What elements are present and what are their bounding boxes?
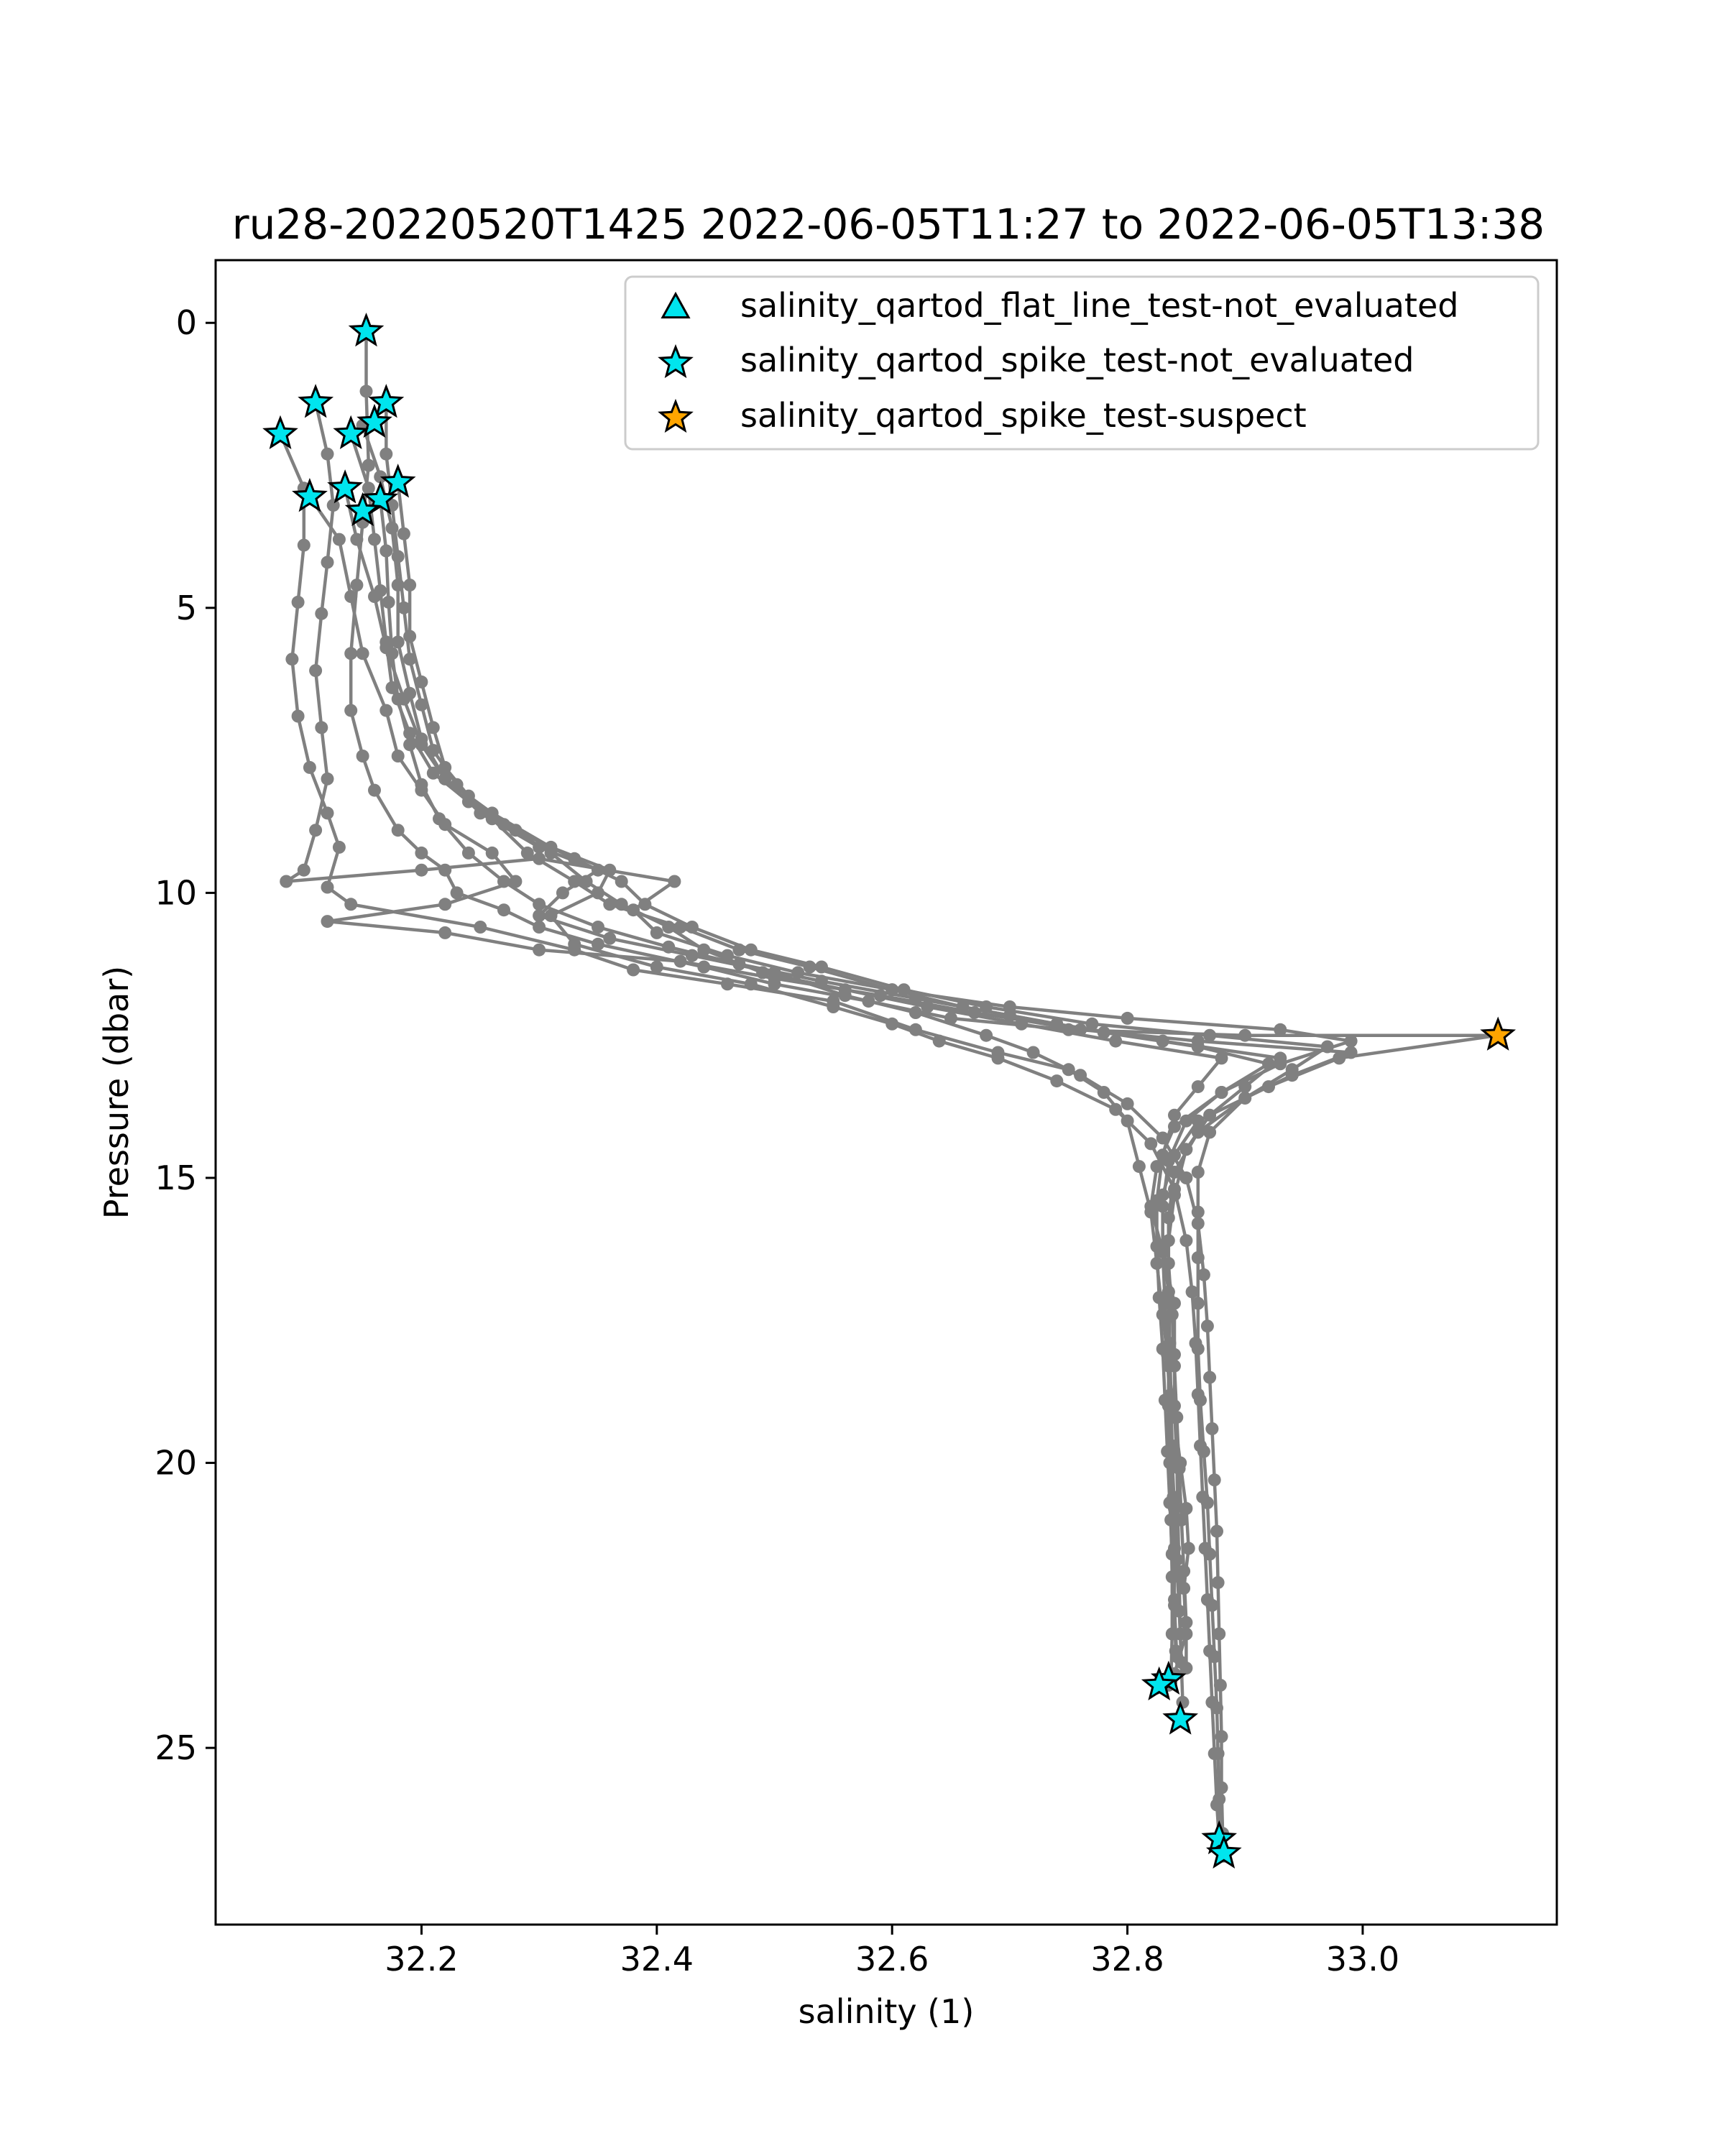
profile-point [1194, 1439, 1207, 1452]
profile-point [1098, 1026, 1110, 1039]
profile-point [285, 653, 298, 665]
profile-point [1262, 1057, 1275, 1070]
legend-label-spike-suspect: salinity_qartod_spike_test-suspect [740, 396, 1307, 435]
profile-point [321, 448, 334, 461]
profile-point [486, 847, 499, 860]
profile-point [1205, 1422, 1218, 1435]
x-axis-label: salinity (1) [798, 1992, 975, 2031]
profile-point [333, 533, 346, 546]
y-tick-label: 10 [155, 873, 197, 913]
profile-point [315, 607, 328, 620]
profile-point [1179, 1115, 1192, 1128]
profile-point [1213, 1628, 1225, 1641]
profile-point [1215, 1730, 1228, 1743]
profile-point [403, 687, 416, 700]
profile-point [344, 898, 357, 911]
y-tick-label: 5 [175, 588, 197, 627]
profile-point [415, 778, 428, 791]
profile-point [303, 761, 316, 774]
profile-point [1003, 1009, 1016, 1022]
profile-point [1159, 1297, 1172, 1310]
profile-point [533, 909, 546, 922]
profile-point [380, 704, 392, 717]
profile-point [1203, 1029, 1216, 1042]
profile-point [392, 824, 405, 837]
profile-point [1203, 1109, 1216, 1122]
profile-point [1156, 1200, 1169, 1213]
profile-point [1212, 1576, 1225, 1589]
profile-point [1201, 1319, 1214, 1332]
profile-point [462, 847, 475, 860]
profile-point [662, 941, 675, 954]
profile-point [1196, 1491, 1209, 1503]
profile-point [415, 847, 428, 860]
profile-point [403, 579, 416, 591]
profile-point [732, 944, 745, 957]
profile-point [280, 875, 293, 888]
y-tick-label: 25 [155, 1728, 197, 1768]
profile-point [350, 533, 363, 546]
profile-point [568, 852, 581, 865]
profile-point [980, 1029, 993, 1042]
profile-point [804, 961, 816, 974]
profile-point [1210, 1798, 1223, 1811]
profile-point [1210, 1525, 1223, 1538]
profile-point [1179, 1143, 1192, 1156]
profile-point [415, 676, 428, 688]
x-tick-label: 32.6 [855, 1940, 929, 1978]
profile-point [1170, 1553, 1183, 1566]
profile-point [474, 921, 487, 934]
profile-point [360, 384, 373, 397]
profile-point [356, 750, 369, 763]
profile-point [1345, 1035, 1358, 1048]
profile-point [427, 767, 440, 780]
legend-label-flat-line-not-evaluated: salinity_qartod_flat_line_test-not_evaluated [740, 286, 1459, 325]
profile-point [521, 847, 534, 860]
profile-point [292, 710, 305, 723]
profile-point [1199, 1542, 1212, 1555]
profile-point [1208, 1747, 1221, 1760]
profile-point [1144, 1137, 1157, 1150]
legend-label-spike-not-evaluated: salinity_qartod_spike_test-not_evaluated [740, 341, 1414, 379]
profile-point [1192, 1388, 1205, 1401]
profile-point [668, 875, 681, 888]
profile-point [1109, 1103, 1122, 1116]
profile-point [662, 921, 675, 934]
profile-point [292, 596, 305, 609]
profile-point [438, 926, 451, 939]
profile-point [309, 664, 322, 677]
profile-point [650, 926, 663, 939]
profile-point [333, 841, 346, 854]
profile-point [603, 932, 616, 945]
profile-point [1192, 1166, 1205, 1179]
profile-point [321, 806, 334, 819]
profile-point [933, 1035, 946, 1048]
profile-point [1164, 1399, 1177, 1412]
profile-point [1192, 1041, 1205, 1054]
profile-point [815, 975, 828, 987]
profile-point [356, 647, 369, 660]
profile-point [992, 1051, 1005, 1064]
profile-point [568, 938, 581, 951]
profile-point [1168, 1109, 1181, 1122]
profile-point [909, 992, 922, 1005]
profile-point [732, 958, 745, 971]
profile-point [1173, 1605, 1186, 1618]
profile-point [309, 824, 322, 837]
profile-point [368, 533, 381, 546]
profile-point [497, 903, 510, 916]
profile-point [650, 961, 663, 974]
profile-point [1166, 1451, 1179, 1464]
profile-point [438, 761, 451, 774]
profile-point [462, 790, 475, 803]
profile-point [1156, 1245, 1169, 1258]
profile-point [438, 898, 451, 911]
profile-point [556, 886, 569, 899]
profile-point [392, 750, 405, 763]
profile-point [1175, 1514, 1188, 1526]
y-tick-label: 20 [155, 1443, 197, 1483]
profile-point [638, 898, 651, 911]
profile-point [1133, 1160, 1146, 1173]
profile-point [1215, 1086, 1228, 1099]
profile-point [1186, 1286, 1199, 1299]
profile-point [1321, 1041, 1334, 1054]
profile-point [615, 898, 628, 911]
profile-point [403, 630, 416, 643]
profile-point [745, 977, 758, 990]
profile-point [1238, 1092, 1251, 1105]
profile-point [1205, 1696, 1218, 1709]
profile-point [392, 550, 405, 563]
x-tick-label: 32.4 [620, 1940, 694, 1978]
profile-point [1173, 1462, 1186, 1475]
profile-point [1192, 1217, 1205, 1230]
chart-title: ru28-20220520T1425 2022-06-05T11:27 to 2022-06-05T13:38 [231, 200, 1545, 249]
profile-point [1201, 1593, 1214, 1606]
profile-point [1121, 1097, 1134, 1110]
profile-point [344, 704, 357, 717]
profile-point [1161, 1348, 1174, 1361]
profile-point [1197, 1268, 1210, 1281]
profile-point [438, 864, 451, 877]
profile-point [886, 1018, 898, 1031]
profile-point [1203, 1371, 1216, 1384]
profile-point [533, 944, 546, 957]
profile-point [362, 482, 375, 494]
profile-point [392, 693, 405, 706]
profile-point [1345, 1046, 1358, 1059]
profile-point [1274, 1051, 1287, 1064]
profile-point [321, 881, 334, 894]
profile-point [321, 915, 334, 928]
profile-point [580, 875, 593, 888]
profile-point [627, 964, 640, 977]
profile-point [1274, 1023, 1287, 1036]
profile-point [403, 738, 416, 751]
profile-point [344, 647, 357, 660]
profile-point [1190, 1337, 1202, 1350]
y-tick-label: 15 [155, 1158, 197, 1197]
profile-point [382, 596, 395, 609]
profile-point [533, 921, 546, 934]
profile-point [1162, 1154, 1175, 1167]
profile-point [497, 818, 510, 831]
profile-point [827, 1000, 840, 1013]
profile-point [533, 898, 546, 911]
profile-point [380, 448, 392, 461]
profile-point [1177, 1565, 1190, 1577]
profile-point [1208, 1473, 1221, 1486]
profile-point [592, 921, 604, 934]
profile-point [909, 1006, 922, 1019]
profile-point [615, 875, 628, 888]
y-tick-label: 0 [175, 303, 197, 343]
x-tick-label: 32.2 [385, 1940, 459, 1978]
profile-point [321, 773, 334, 786]
profile-point [1192, 1080, 1205, 1093]
profile-point [427, 721, 440, 734]
profile-point [368, 784, 381, 797]
profile-point [1203, 1644, 1216, 1657]
profile-point [497, 875, 510, 888]
profile-point [1175, 1656, 1188, 1669]
profile-point [298, 539, 310, 552]
x-tick-label: 32.8 [1090, 1940, 1164, 1978]
profile-point [433, 812, 446, 825]
y-axis-label: Pressure (dbar) [97, 965, 136, 1220]
x-tick-label: 33.0 [1325, 1940, 1400, 1978]
profile-point [344, 590, 357, 603]
profile-point [1168, 1502, 1181, 1515]
profile-point [1168, 1189, 1181, 1202]
profile-point [321, 556, 334, 568]
profile-point [350, 579, 363, 591]
profile-point [1121, 1012, 1134, 1025]
profile-point [545, 847, 558, 860]
profile-point [1286, 1063, 1299, 1076]
profile-point [1050, 1074, 1063, 1087]
profile-point [1027, 1046, 1040, 1059]
profile-point [374, 584, 387, 597]
profile-point [415, 864, 428, 877]
profile-point [397, 528, 410, 540]
profile-point [315, 721, 328, 734]
profile-point [674, 955, 687, 968]
profile-point [1179, 1171, 1192, 1184]
profile-point [298, 864, 310, 877]
profile-point [380, 545, 392, 558]
profile-point [1214, 1679, 1227, 1692]
profile-point [386, 647, 399, 660]
profile-point [392, 635, 405, 648]
legend [625, 277, 1538, 449]
profile-point [1074, 1069, 1087, 1082]
profile-point [1179, 1234, 1192, 1247]
profile-point [1179, 1616, 1192, 1629]
